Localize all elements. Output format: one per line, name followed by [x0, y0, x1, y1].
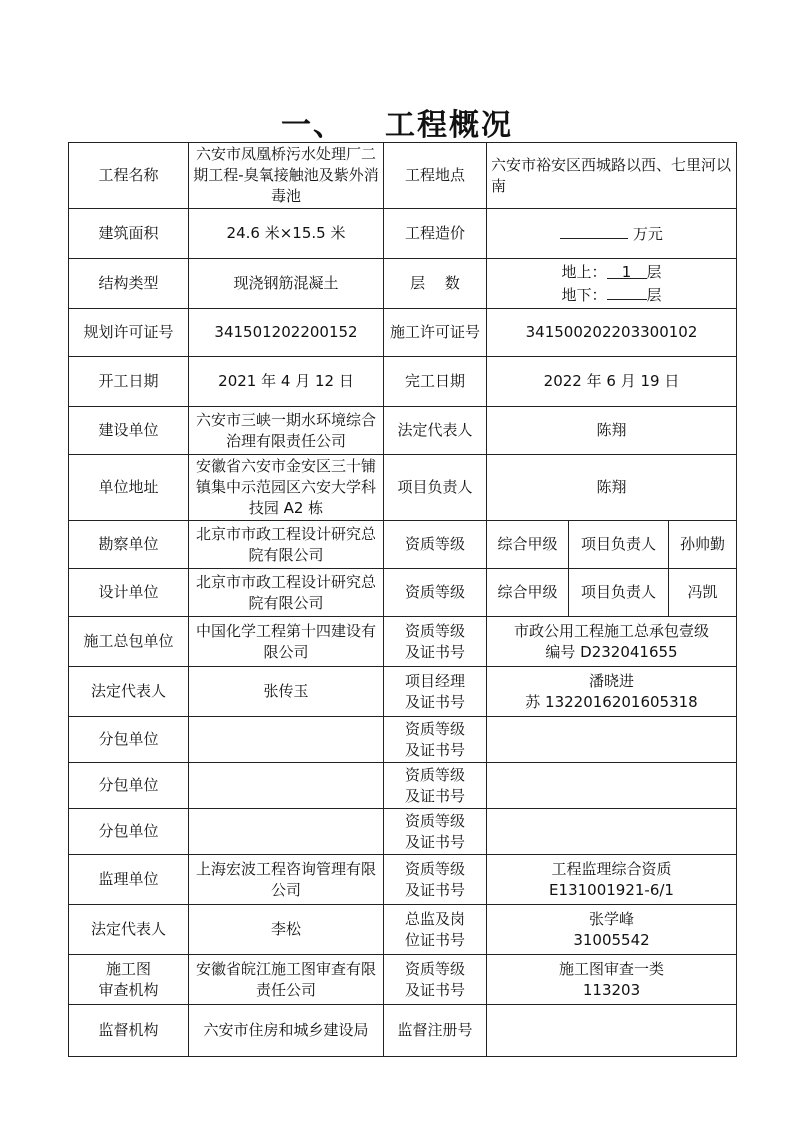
- table-row: [69, 569, 737, 617]
- label-project-location: 工程地点: [384, 143, 487, 209]
- label-sub-grade: [384, 763, 487, 809]
- value-line: 市政公用工程施工总承包壹级: [514, 621, 710, 640]
- label-line: 及证书号: [404, 980, 465, 999]
- label-planning-permit: 规划许可证号: [69, 309, 189, 357]
- table-row: [69, 667, 737, 717]
- label-drawing-review: [69, 955, 189, 1005]
- label-project-manager: [384, 667, 487, 717]
- value-line: 张学峰: [589, 909, 635, 928]
- label-line: 资质等级: [404, 621, 465, 640]
- label-line: 资质等级: [404, 959, 465, 978]
- label-building-area: 建筑面积: [69, 209, 189, 259]
- label-line: 资质等级: [404, 719, 465, 738]
- label-oversight-agency: 监督机构: [69, 1005, 189, 1057]
- value-structure-type: 现浇钢筋混凝土: [189, 259, 384, 309]
- floors-below-blank: [607, 283, 647, 300]
- label-design-grade: 资质等级: [384, 569, 487, 617]
- value-line: 113203: [582, 980, 641, 999]
- value-building-area: 24.6 米×15.5 米: [189, 209, 384, 259]
- value-line: 潘晓进: [589, 671, 635, 690]
- section-title: 工程概况: [385, 108, 513, 143]
- label-line: 总监及岗: [404, 909, 465, 928]
- value-subcontractor: [189, 809, 384, 855]
- value-project-name: 六安市凤凰桥污水处理厂二期工程-臭氧接触池及紫外消毒池: [189, 143, 384, 209]
- value-line: 工程监理综合资质: [551, 859, 672, 878]
- label-supervision-legal-rep: 法定代表人: [69, 905, 189, 955]
- project-info-table: [68, 142, 737, 1057]
- floors-above-unit: 层: [646, 262, 662, 281]
- cost-unit: 万元: [632, 225, 663, 243]
- value-chief-supervisor: [487, 905, 737, 955]
- value-supervision-legal-rep: 李松: [189, 905, 384, 955]
- label-design-lead: 项目负责人: [569, 569, 669, 617]
- value-floors: [487, 259, 737, 309]
- value-line: 31005542: [573, 930, 650, 949]
- page-title: [0, 100, 794, 144]
- label-line: 及证书号: [404, 880, 465, 899]
- value-contractor-grade: [487, 617, 737, 667]
- label-line: 及证书号: [404, 786, 465, 805]
- table-row: [69, 955, 737, 1005]
- table-row: [69, 717, 737, 763]
- label-line: 施工图: [105, 959, 151, 978]
- value-oversight-reg-no: [487, 1005, 737, 1057]
- value-general-contractor: 中国化学工程第十四建设有限公司: [189, 617, 384, 667]
- value-unit-address: 安徽省六安市金安区三十铺镇集中示范园区六安大学科技园 A2 栋: [189, 455, 384, 521]
- label-line: 及证书号: [404, 740, 465, 759]
- label-project-cost: 工程造价: [384, 209, 487, 259]
- label-line: 资质等级: [404, 811, 465, 830]
- value-construction-permit: 341500202203300102: [487, 309, 737, 357]
- label-line: 位证书号: [404, 930, 465, 949]
- value-line: 苏 1322016201605318: [525, 692, 698, 711]
- floors-above: [491, 262, 732, 283]
- value-survey-lead: 孙帅勤: [669, 521, 737, 569]
- value-design-grade: 综合甲级: [487, 569, 569, 617]
- label-review-grade: [384, 955, 487, 1005]
- label-structure-type: 结构类型: [69, 259, 189, 309]
- value-survey-unit: 北京市市政工程设计研究总院有限公司: [189, 521, 384, 569]
- label-line: 及证书号: [404, 692, 465, 711]
- label-legal-rep: 法定代表人: [384, 407, 487, 455]
- table-row: [69, 617, 737, 667]
- value-end-date: 2022 年 6 月 19 日: [487, 357, 737, 407]
- label-unit-address: 单位地址: [69, 455, 189, 521]
- value-subcontractor: [189, 763, 384, 809]
- value-start-date: 2021 年 4 月 12 日: [189, 357, 384, 407]
- label-line: 及证书号: [404, 642, 465, 661]
- value-project-cost: [487, 209, 737, 259]
- table-row: [69, 763, 737, 809]
- section-number: 一、: [281, 108, 345, 143]
- value-sub-grade: [487, 763, 737, 809]
- label-contractor-grade: [384, 617, 487, 667]
- label-subcontractor: 分包单位: [69, 809, 189, 855]
- value-supervision-unit: 上海宏波工程咨询管理有限公司: [189, 855, 384, 905]
- label-design-unit: 设计单位: [69, 569, 189, 617]
- label-sub-grade: [384, 717, 487, 763]
- value-project-manager: [487, 667, 737, 717]
- table-row: [69, 905, 737, 955]
- value-line: 编号 D232041655: [545, 642, 678, 661]
- value-project-location: 六安市裕安区西城路以西、七里河以南: [487, 143, 737, 209]
- table-row: [69, 809, 737, 855]
- table-row: [69, 357, 737, 407]
- label-project-name: 工程名称: [69, 143, 189, 209]
- label-line: 审查机构: [98, 980, 159, 999]
- value-drawing-review: 安徽省皖江施工图审查有限责任公司: [189, 955, 384, 1005]
- value-line: E131001921-6/1: [549, 880, 674, 899]
- table-row: [69, 259, 737, 309]
- floors-above-value: 1: [607, 262, 647, 279]
- label-line: 资质等级: [404, 859, 465, 878]
- value-oversight-agency: 六安市住房和城乡建设局: [189, 1005, 384, 1057]
- table-row: [69, 1005, 737, 1057]
- value-survey-grade: 综合甲级: [487, 521, 569, 569]
- table-row: [69, 407, 737, 455]
- label-sub-grade: [384, 809, 487, 855]
- table-row: [69, 521, 737, 569]
- value-design-unit: 北京市市政工程设计研究总院有限公司: [189, 569, 384, 617]
- value-sub-grade: [487, 717, 737, 763]
- value-supervision-grade: [487, 855, 737, 905]
- value-design-lead: 冯凯: [669, 569, 737, 617]
- label-floors: 层 数: [384, 259, 487, 309]
- value-line: 施工图审查一类: [559, 959, 665, 978]
- label-survey-unit: 勘察单位: [69, 521, 189, 569]
- label-subcontractor: 分包单位: [69, 763, 189, 809]
- label-oversight-reg-no: 监督注册号: [384, 1005, 487, 1057]
- value-legal-rep: 陈翔: [487, 407, 737, 455]
- floors-above-label: 地上：: [561, 262, 607, 281]
- label-subcontractor: 分包单位: [69, 717, 189, 763]
- label-line: 及证书号: [404, 832, 465, 851]
- floors-below-unit: 层: [646, 285, 662, 304]
- floors-below-label: 地下：: [561, 285, 607, 304]
- label-supervision-grade: [384, 855, 487, 905]
- label-line: 资质等级: [404, 765, 465, 784]
- label-survey-lead: 项目负责人: [569, 521, 669, 569]
- label-contractor-legal-rep: 法定代表人: [69, 667, 189, 717]
- table-row: [69, 209, 737, 259]
- value-review-grade: [487, 955, 737, 1005]
- value-sub-grade: [487, 809, 737, 855]
- table-row: [69, 855, 737, 905]
- floors-below: [491, 283, 732, 306]
- value-project-lead: 陈翔: [487, 455, 737, 521]
- label-end-date: 完工日期: [384, 357, 487, 407]
- label-project-lead: 项目负责人: [384, 455, 487, 521]
- label-owner-unit: 建设单位: [69, 407, 189, 455]
- table-row: [69, 309, 737, 357]
- value-planning-permit: 341501202200152: [189, 309, 384, 357]
- value-contractor-legal-rep: 张传玉: [189, 667, 384, 717]
- table-row: [69, 455, 737, 521]
- table-row: [69, 143, 737, 209]
- label-line: 项目经理: [404, 671, 465, 690]
- label-construction-permit: 施工许可证号: [384, 309, 487, 357]
- label-start-date: 开工日期: [69, 357, 189, 407]
- label-chief-supervisor: [384, 905, 487, 955]
- value-subcontractor: [189, 717, 384, 763]
- value-owner-unit: 六安市三峡一期水环境综合治理有限责任公司: [189, 407, 384, 455]
- cost-blank: [560, 222, 628, 239]
- label-supervision-unit: 监理单位: [69, 855, 189, 905]
- label-general-contractor: 施工总包单位: [69, 617, 189, 667]
- label-survey-grade: 资质等级: [384, 521, 487, 569]
